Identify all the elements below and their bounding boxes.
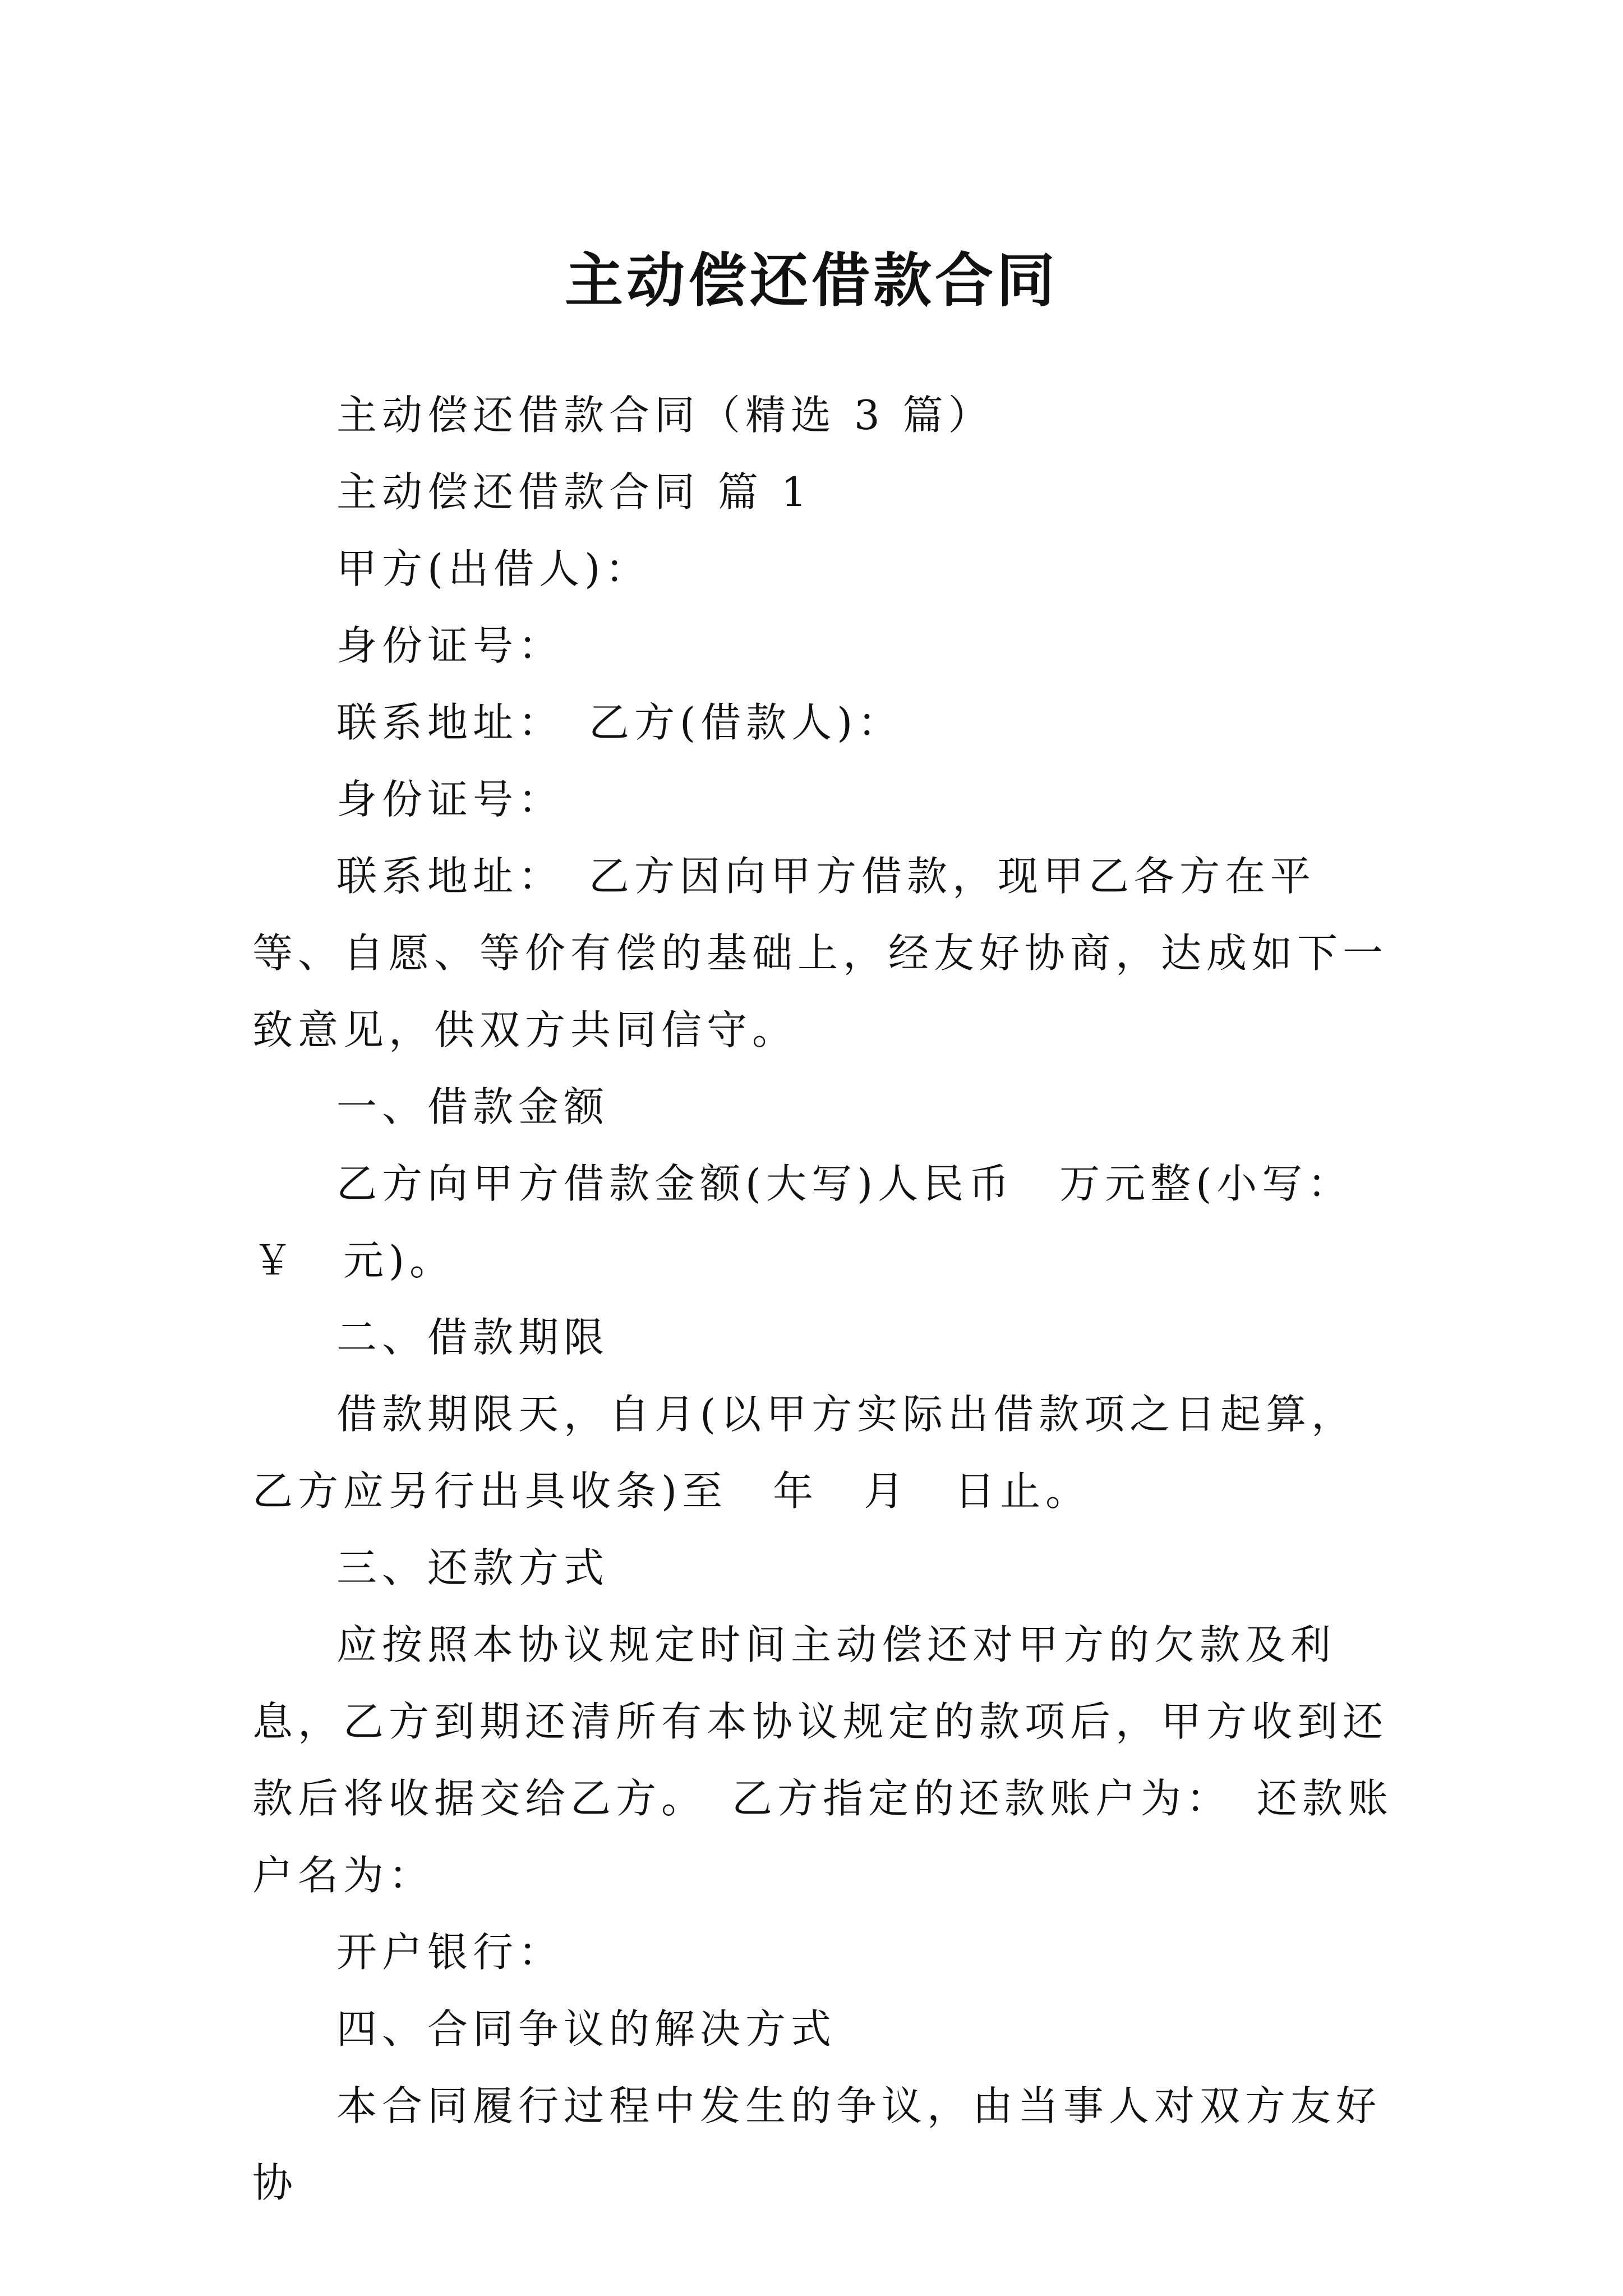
party-a-label: 甲方(出借人)：: [336, 545, 651, 592]
clause-heading-loan-amount: 一、借款金额: [336, 1083, 610, 1130]
clause-heading-loan-term: 二、借款期限: [336, 1314, 610, 1361]
id-number-field-a: 身份证号：: [336, 622, 564, 669]
document-body: [252, 377, 1396, 2221]
clause-loan-amount-text: 乙方向甲方借款金额(大写)人民币 万元整(小写：￥ 元)。: [252, 1160, 1353, 1284]
address-and-party-b-label: 联系地址： 乙方(借款人)：: [336, 699, 903, 746]
bank-field: 开户银行：: [336, 1929, 564, 1976]
clause-repayment-text: 应按照本协议规定时间主动偿还对甲方的欠款及利息，乙方到期还清所有本协议规定的款项后，甲方收到还款后将收据交给乙方。 乙方指定的还款账户为： 还款账户名为：: [252, 1621, 1394, 1899]
clause-loan-term-text: 借款期限天，自月(以甲方实际出借款项之日起算，乙方应另行出具收条)至 年 月 日止。: [252, 1391, 1357, 1515]
clause-dispute-text: 本合同履行过程中发生的争议，由当事人对双方友好协: [252, 2082, 1382, 2206]
section-heading-part-1: 主动偿还借款合同 篇 1: [336, 468, 812, 516]
preamble-paragraph: 联系地址： 乙方因向甲方借款，现甲乙各方在平等、自愿、等价有偿的基础上，经友好协商，达成如下一致意见，供双方共同信守。: [252, 853, 1389, 1053]
document-title: 主动偿还借款合同: [564, 245, 1058, 315]
subtitle-line: 主动偿还借款合同（精选 3 篇）: [336, 392, 994, 439]
id-number-field-b: 身份证号：: [336, 776, 564, 823]
clause-heading-repayment: 三、还款方式: [336, 1544, 610, 1591]
clause-heading-dispute: 四、合同争议的解决方式: [336, 2005, 837, 2053]
